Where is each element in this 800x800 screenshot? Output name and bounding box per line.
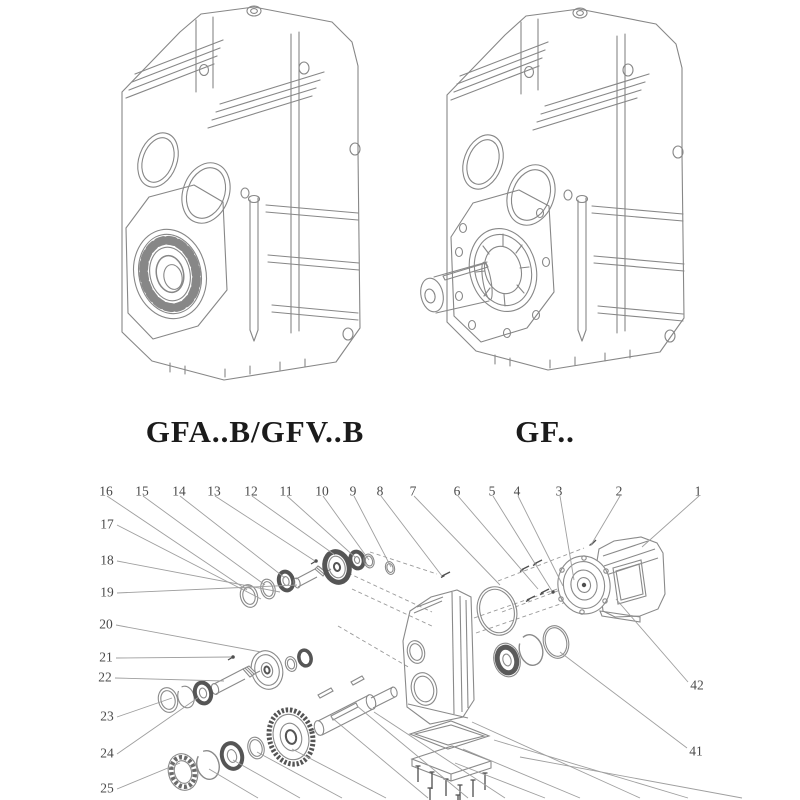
leader-line-12	[252, 496, 335, 555]
leader-line-cutoff-9	[472, 722, 640, 798]
exploded-housing	[403, 590, 474, 724]
callout-number-20: 20	[99, 616, 113, 632]
leader-line-cutoff-2	[257, 752, 342, 798]
callout-number-21: 21	[99, 649, 113, 665]
leader-line-5	[493, 496, 552, 591]
leader-line-21	[116, 657, 231, 658]
leader-line-20	[116, 625, 261, 652]
leader-line-18	[117, 561, 280, 592]
callout-number-17: 17	[100, 516, 114, 532]
callout-layer	[98, 484, 742, 799]
leader-line-24	[117, 697, 199, 754]
callout-number-15: 15	[135, 483, 149, 499]
callout-number-10: 10	[315, 483, 329, 499]
callout-number-1: 1	[694, 483, 702, 499]
callout-number-16: 16	[99, 483, 113, 499]
gfab-tie-rod	[249, 196, 260, 342]
assembly-axis-lines	[338, 548, 592, 668]
input-shaft-parts	[238, 549, 396, 609]
callout-number-25: 25	[100, 780, 114, 796]
callout-number-24: 24	[100, 745, 114, 761]
callout-number-12: 12	[244, 483, 258, 499]
gf-side-straps	[592, 34, 684, 342]
leader-line-25	[117, 763, 180, 789]
callout-number-4: 4	[513, 483, 521, 499]
leader-line-2	[591, 496, 620, 545]
gear-unit-drawing-gf	[405, 0, 710, 395]
leader-line-1	[642, 496, 699, 547]
gf-cooling-fins	[451, 42, 649, 130]
callout-number-7: 7	[409, 483, 417, 499]
leader-line-22	[115, 678, 224, 681]
leader-line-23	[117, 698, 172, 717]
callout-number-19: 19	[100, 584, 114, 600]
leader-line-15	[143, 496, 265, 585]
callout-number-6: 6	[453, 483, 461, 499]
gf-output-flange	[451, 190, 554, 342]
callout-number-8: 8	[376, 483, 384, 499]
callout-number-18: 18	[100, 552, 114, 568]
exploded-parts-diagram	[0, 470, 800, 800]
leader-line-7	[414, 496, 500, 585]
gfab-side-straps	[266, 32, 360, 340]
motor	[553, 537, 665, 622]
leader-line-10	[323, 496, 369, 560]
gfab-cooling-fins	[126, 40, 324, 128]
assembly-axis-3	[370, 552, 437, 574]
callout-number-13: 13	[207, 483, 221, 499]
leader-line-6	[458, 496, 538, 589]
leader-line-16	[107, 496, 247, 590]
assembly-axis-1	[352, 589, 434, 627]
leader-line-cutoff-11	[520, 757, 742, 798]
gfab-output-bearing	[125, 222, 214, 325]
callout-number-11: 11	[279, 483, 293, 499]
gfab-input-bores	[131, 127, 249, 230]
leader-line-cutoff-3	[292, 749, 386, 798]
gf-base-notches	[495, 350, 630, 368]
gf-output-shaft	[418, 262, 495, 314]
callout-number-22: 22	[98, 669, 112, 685]
leader-line-cutoff-0	[209, 769, 258, 798]
callout-number-3: 3	[555, 483, 563, 499]
assembly-axis-2	[338, 626, 410, 668]
callout-number-14: 14	[172, 483, 186, 499]
gear-unit-drawing-gfab	[100, 0, 405, 410]
leader-line-cutoff-4	[331, 717, 428, 798]
leader-line-41	[560, 652, 687, 748]
callout-number-42: 42	[690, 677, 704, 693]
callout-number-23: 23	[100, 708, 114, 724]
gf-input-bores	[456, 129, 572, 232]
leader-line-19	[117, 585, 297, 593]
flange-seals-and-rings	[472, 582, 573, 679]
leader-line-cutoff-8	[463, 749, 580, 798]
leader-line-cutoff-7	[455, 763, 545, 798]
figure-label-gfab: GFA..B/GFV..B	[145, 414, 365, 449]
callout-number-41: 41	[689, 743, 703, 759]
figure-label-gf: GF..	[515, 414, 575, 449]
callout-number-5: 5	[488, 483, 496, 499]
gfab-base-notches	[170, 359, 305, 377]
gf-tie-rod	[577, 196, 588, 342]
callout-number-2: 2	[615, 483, 623, 499]
callout-number-9: 9	[349, 483, 357, 499]
